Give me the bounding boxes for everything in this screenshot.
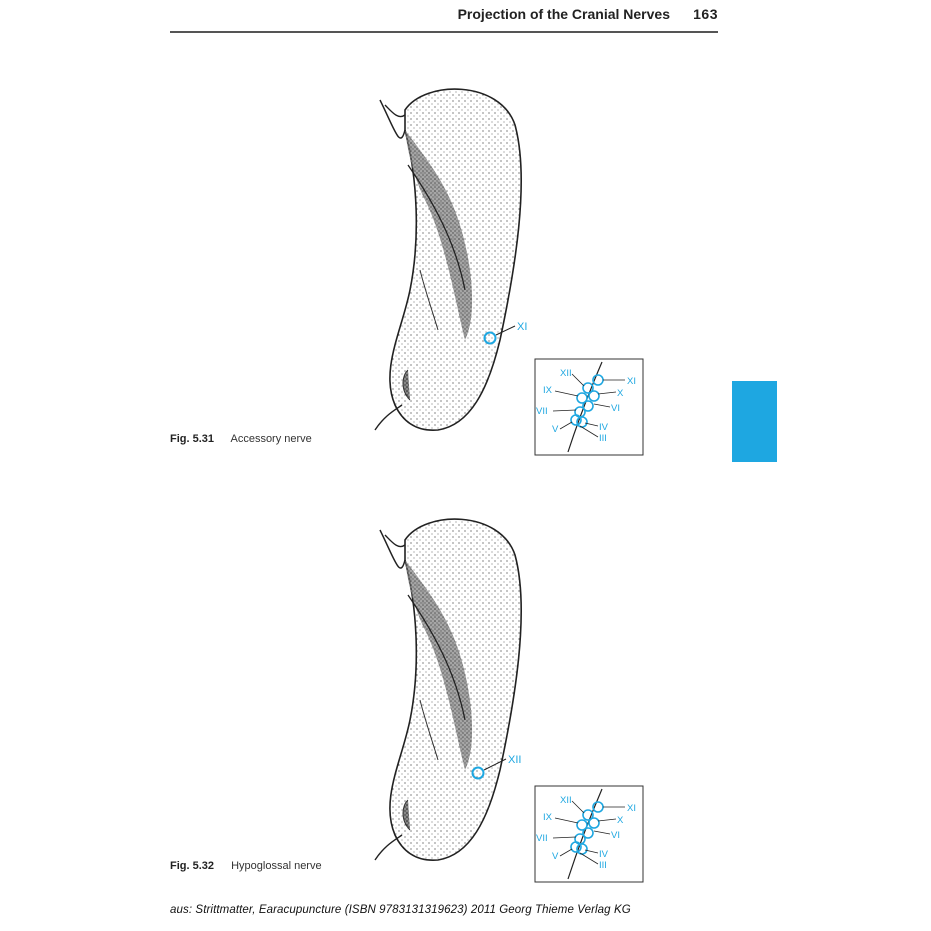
svg-text:XII: XII (560, 795, 572, 806)
chapter-thumb-tab (732, 381, 777, 462)
svg-text:X: X (617, 388, 624, 399)
svg-text:IX: IX (543, 385, 552, 396)
svg-text:V: V (552, 424, 559, 435)
svg-text:VII: VII (536, 406, 548, 417)
cranial-nerve-inset-map (535, 359, 643, 455)
figure-caption-text: Hypoglossal nerve (231, 860, 322, 872)
svg-text:XII: XII (560, 368, 572, 379)
svg-text:V: V (552, 851, 559, 862)
svg-text:IX: IX (543, 812, 552, 823)
figure-accessory-nerve (170, 70, 690, 470)
ear-illustration (170, 500, 690, 900)
figure-number: Fig. 5.31 (170, 433, 215, 445)
svg-text:III: III (599, 860, 607, 871)
figure-number: Fig. 5.32 (170, 860, 215, 872)
svg-text:III: III (599, 433, 607, 444)
figure-caption-text: Accessory nerve (230, 433, 312, 445)
svg-text:IV: IV (599, 849, 608, 860)
acupoint-label: XI (517, 321, 528, 333)
svg-text:VI: VI (611, 403, 620, 414)
svg-text:VI: VI (611, 830, 620, 841)
figure-caption (170, 433, 312, 445)
svg-text:XI: XI (627, 376, 636, 387)
svg-text:VII: VII (536, 833, 548, 844)
svg-text:X: X (617, 815, 624, 826)
page-number: 163 (693, 6, 718, 22)
source-citation: aus: Strittmatter, Earacupuncture (ISBN 9783131319623) 2011 Georg Thieme Verlag KG (170, 904, 631, 916)
svg-text:XI: XI (627, 803, 636, 814)
figure-hypoglossal-nerve (170, 500, 690, 900)
cranial-nerve-inset-map (535, 786, 643, 882)
figure-caption (170, 860, 322, 872)
running-header (170, 0, 718, 33)
ear-illustration (170, 70, 690, 470)
acupoint-label: XII (508, 754, 522, 766)
chapter-title: Projection of the Cranial Nerves (457, 6, 670, 22)
svg-text:IV: IV (599, 422, 608, 433)
